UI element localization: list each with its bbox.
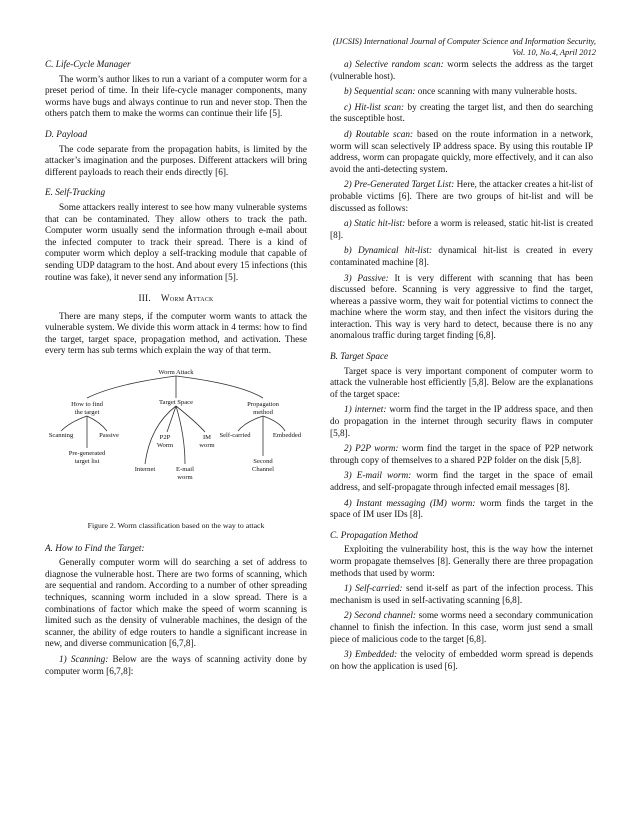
embedded-paragraph (330, 650, 593, 673)
node-passive: Passive (99, 432, 119, 440)
routable-scan-text: based on the route information in a network, worm will scan selectively IP address space. By using this routable IP address, worm can propagate quickly, more effectively, and it can also avoid the anti-detecting system. (330, 129, 594, 175)
node-propagation-l2: method (253, 409, 273, 417)
static-hitlist-text: before a worm is released, static hit-list is created [8]. (330, 219, 593, 241)
section-3-number: III. (138, 294, 151, 305)
section-a-text: Generally computer worm will do searching a set of address to diagnose the vulnerable host. There are two forms of scanning, which are sequential and random. According to a number of other spreading techniques, scanning worm included in a slow spread. There is a combinations of factor which make the speed of worm scanning is limited such as the density of vulnerable machines, the design of the scanner, the ability of edge routers to handle a significant increase in new, and diverse communication [6,7,8]. (45, 558, 307, 650)
node-im-l2: worm (199, 442, 215, 450)
im-text: worm finds the target in the space of IM user IDs [8]. (330, 498, 594, 521)
section-e-title: E. Self-Tracking (45, 188, 106, 199)
routable-scan-label: d) Routable scan: (344, 129, 414, 140)
edge-prop-embedded (263, 416, 285, 431)
section-c2-title: C. Propagation Method (330, 530, 418, 541)
self-carried-paragraph (330, 584, 593, 607)
p2p-text: worm find the target in the space of P2P network through copy of themselves to a shared P2P folder on the disk [5,8]. (330, 444, 593, 466)
internet-paragraph (330, 405, 593, 440)
pregen-list-label: 2) Pre-Generated Target List: (344, 180, 455, 191)
selective-scan-paragraph (330, 60, 593, 83)
node-second-l1: Second (253, 458, 273, 466)
second-channel-label: 2) Second channel: (344, 611, 417, 622)
scanning-paragraph (45, 655, 307, 678)
section-a-title: A. How to Find the Target: (45, 543, 145, 554)
hitlist-scan-text: by creating the target list, and then do searching the susceptible host. (330, 102, 594, 125)
header-volume: Vol. 10, No.4, April 2012 (512, 48, 596, 57)
p2p-paragraph (330, 444, 593, 467)
node-find-target-l2: the target (74, 409, 100, 417)
email-text: worm find the target in the space of email address, and self-propagate through infected email messages [8]. (330, 471, 593, 493)
section-d-text: The code separate from the propagation habits, is limited by the attacker’s imagination and the purposes. Different attackers will bring different payloads to reach their ends directly [6]. (45, 144, 307, 178)
section-d-title: D. Payload (45, 129, 88, 140)
section-c-title: C. Life-Cycle Manager (45, 60, 131, 70)
node-p2p-l2: Worm (156, 442, 174, 450)
edge-root-find (87, 376, 176, 398)
node-embedded: Embedded (272, 432, 302, 440)
section-3-title: Worm Attack (160, 294, 214, 305)
node-pregen-l1: Pre-generated (68, 450, 106, 458)
journal-header (236, 36, 596, 58)
pregen-list-paragraph (330, 180, 593, 215)
section-3-heading (45, 294, 307, 306)
node-im-l1: IM (202, 434, 212, 442)
node-scanning: Scanning (48, 432, 74, 440)
self-carried-text: send it-self as part of the infection process. This mechanism is used in self-activating scanning [6,8]. (330, 584, 593, 606)
scanning-label: 1) Scanning: (59, 655, 109, 665)
node-internet: Internet (134, 466, 156, 474)
dynamic-hitlist-paragraph (330, 246, 593, 269)
section-e-text: Some attackers really interest to see how many vulnerable systems that can be contaminated. They allow others to track the path. Computer worm usually send the information through e-mail about the infected computer to track their spread. There is a kind of computer worm which deploy a self-tracking module that capable of sending UDP datagram to the host. And about every 15 infections (this routine was fake), it never send any information [5]. (45, 202, 307, 283)
left-column (45, 60, 307, 682)
node-find-target-l1: How to find (71, 401, 103, 409)
second-channel-paragraph (330, 611, 593, 646)
self-carried-label: 1) Self-carried: (344, 584, 403, 595)
pregen-list-text: Here, the attacker creates a hit-list of probable victims [6]. There are two groups of hit-list and will be discussed as follows: (330, 180, 593, 214)
node-pregen-l2: target list (74, 458, 100, 466)
worm-classification-figure (45, 366, 307, 516)
node-second-l2: Channel (252, 466, 274, 474)
edge-find-scanning (61, 416, 87, 431)
scanning-text: Below are the ways of scanning activity done by computer worm [6,7,8]: (45, 655, 307, 677)
dynamic-hitlist-text: dynamical hit-list is created in every contaminated machine [8]. (330, 246, 593, 268)
edge-root-prop (176, 376, 263, 398)
email-label: 3) E-mail worm: (344, 471, 412, 482)
edge-prop-self (238, 416, 263, 431)
im-paragraph (330, 499, 593, 522)
node-target-space: Target Space (158, 399, 194, 407)
passive-paragraph (330, 274, 593, 344)
figure-caption: Figure 2. Worm classification based on the way to attack (87, 521, 265, 531)
sequential-scan-label: b) Sequential scan: (344, 87, 416, 98)
p2p-label: 2) P2P worm: (344, 444, 399, 455)
selective-scan-label: a) Selective random scan: (344, 60, 444, 70)
node-propagation-l1: Propagation (247, 401, 279, 409)
section-b-text: Target space is very important component of computer worm to attack the vulnerable host efficiently [5,8]. Below are the explanations of the target space: (330, 366, 593, 400)
sequential-scan-text: once scanning with many vulnerable hosts. (415, 87, 578, 98)
static-hitlist-paragraph (330, 219, 593, 242)
second-channel-text: some worms need a secondary communication channel to finish the infection. In this case, worm just send a small piece of malicious code to the target [6,8]. (330, 611, 594, 645)
node-email-l1: E-mail (176, 466, 194, 474)
internet-text: worm find the target in the IP address space, and then do propagation in the internet through security flaws in computer [5,8]. (330, 405, 593, 439)
hitlist-scan-paragraph (330, 103, 593, 126)
edge-space-email (176, 406, 185, 464)
dynamic-hitlist-label: b) Dynamical hit-list: (344, 246, 433, 257)
routable-scan-paragraph (330, 130, 593, 176)
selective-scan-text: worm selects the address as the target (vulnerable host). (330, 60, 593, 82)
edge-find-passive (87, 416, 107, 431)
header-journal-name: (IJCSIS) International Journal of Computer Science and Information Security, (332, 37, 596, 46)
embedded-label: 3) Embedded: (344, 650, 398, 661)
sequential-scan-paragraph (330, 87, 593, 99)
section-c2-text: Exploiting the vulnerability host, this is the way how the internet worm propagate themselves [8]. Generally there are three propagation methods that used by worm: (330, 545, 593, 579)
passive-label: 3) Passive: (344, 273, 389, 284)
edge-space-im (176, 406, 205, 432)
figure-tree-diagram (45, 366, 307, 516)
im-label: 4) Instant messaging (IM) worm: (344, 498, 476, 509)
right-column (330, 60, 593, 677)
section-3-text: There are many steps, if the computer worm wants to attack the vulnerable system. We divide this worm attack in 4 terms: how to find the target, target space, propagation method, and activation. These every term has sub terms which explain the way of that term. (45, 311, 307, 357)
node-email-l2: worm (177, 474, 193, 482)
passive-text: It is very different with scanning that has been discussed before. Scanning is very aggressive to find the target, whereas a passive worm, they wait for potential victims to connect the machine where the worm stay, and then infect the visitors during the interaction. This way is very hard to detect, because there is no any anomalous traffic during target finding [6,8]. (330, 273, 593, 342)
node-worm-attack: Worm Attack (158, 369, 194, 377)
node-self-carried: Self-carried (219, 432, 251, 440)
node-p2p-l1: P2P (159, 434, 171, 442)
email-paragraph (330, 471, 593, 494)
embedded-text: the velocity of embedded worm spread is depends on how the application is used [6]. (330, 650, 593, 672)
hitlist-scan-label: c) Hit-list scan: (344, 102, 405, 113)
section-b-title: B. Target Space (330, 352, 389, 363)
internet-label: 1) internet: (344, 405, 387, 416)
static-hitlist-label: a) Static hit-list: (344, 219, 406, 230)
section-c-text: The worm’s author likes to run a variant of a computer worm for a preset period of time. In their life-cycle manager components, many worms have bugs and always continue to run and never stop. Then the others patch them to make the worms can continue their life [5]. (45, 74, 307, 120)
